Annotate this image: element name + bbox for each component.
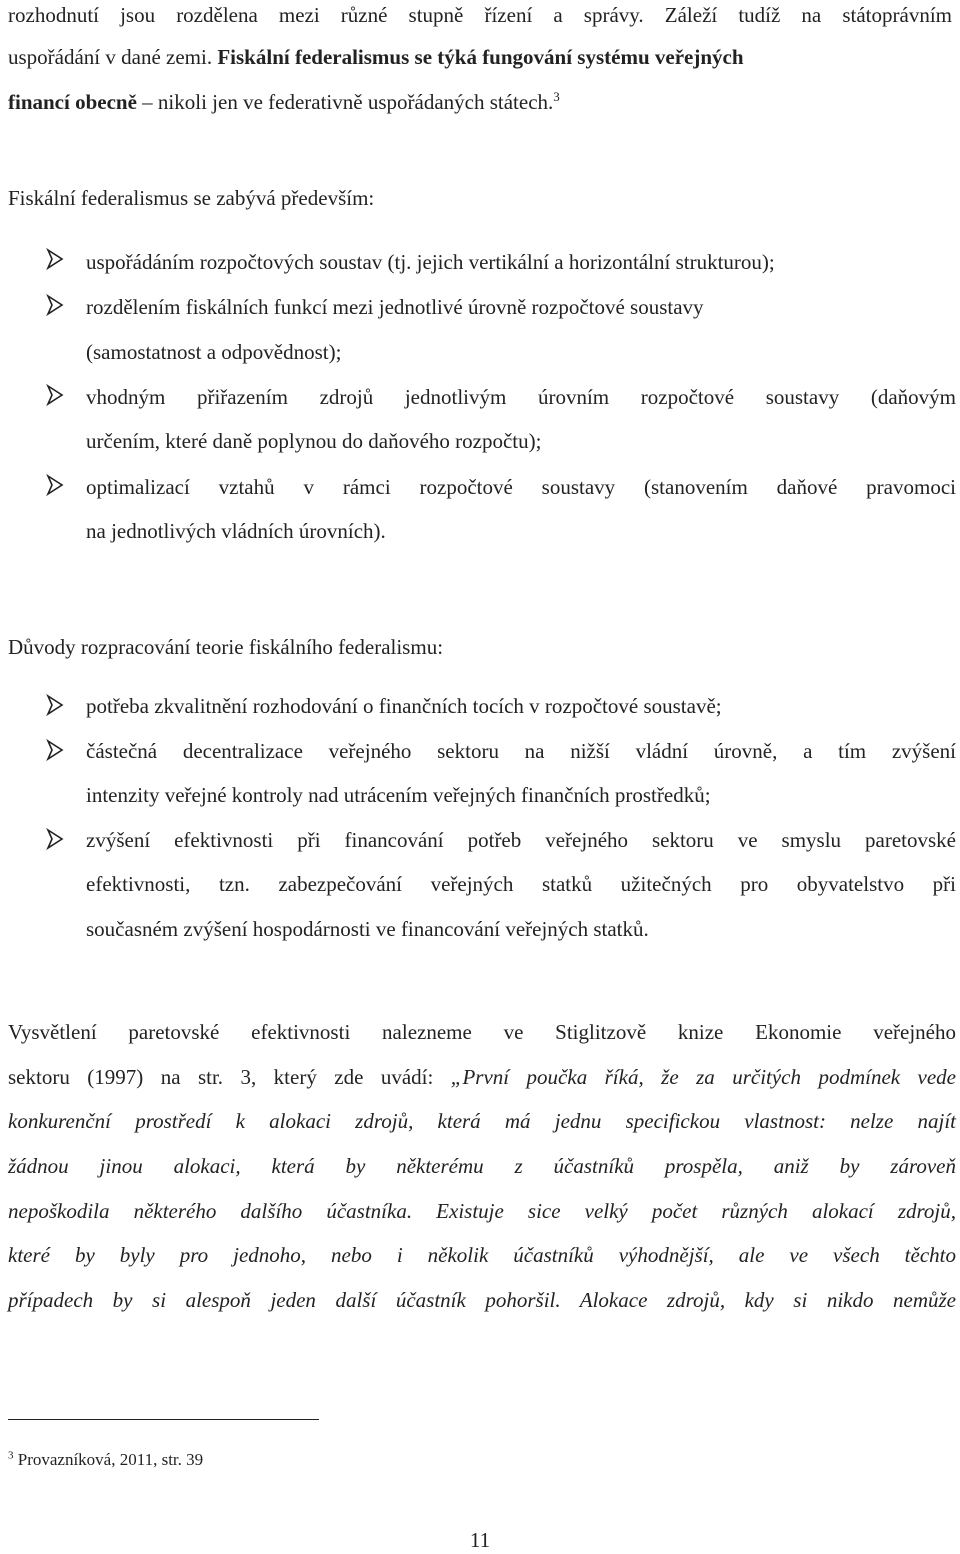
section1-bullet-2-line-1: rozdělením fiskálních funkcí mezi jednotlivé úrovně rozpočtové soustavy [86, 295, 704, 319]
section2-bullet-2-line-1: částečná decentralizace veřejného sektoru na nižší vládní úrovně, a tím zvýšení [86, 739, 956, 763]
section2-heading: Důvody rozpracování teorie fiskálního federalismu: [8, 635, 444, 659]
section1-bullet-2-line-2: (samostatnost a odpovědnost); [86, 340, 342, 364]
paragraph-bottom-line-7: případech by si alespoň jeden další účastník pohoršil. Alokace zdrojů, kdy si nikdo nemůže [8, 1288, 956, 1312]
paragraph-bottom-line-2-normal: sektoru (1997) na str. 3, který zde uvádí: [8, 1065, 451, 1089]
paragraph-top-line-2-bold: Fiskální federalismus se týká fungování systému veřejných [217, 45, 744, 69]
arrowhead-bullet-icon [46, 248, 64, 270]
arrowhead-bullet-icon [46, 474, 64, 496]
section2-bullet-1-line-1: potřeba zkvalitnění rozhodování o finančních tocích v rozpočtové soustavě; [86, 694, 722, 718]
paragraph-top-line-3-normal: – nikoli jen ve federativně uspořádaných státech. [136, 90, 554, 114]
paragraph-bottom-line-2 [8, 1062, 956, 1092]
section2-bullet-3-line-1: zvýšení efektivnosti při financování potřeb veřejného sektoru ve smyslu paretovské [86, 828, 956, 852]
section2-bullet-3-line-2: efektivnosti, tzn. zabezpečování veřejných statků užitečných pro obyvatelstvo při [86, 872, 956, 896]
section1-heading: Fiskální federalismus se zabývá především: [8, 186, 375, 210]
section1-bullet-4-line-2: na jednotlivých vládních úrovních). [86, 519, 386, 543]
arrowhead-bullet-icon [46, 739, 64, 761]
section2-bullet-2-line-2: intenzity veřejné kontroly nad utrácením veřejných finančních prostředků; [86, 783, 711, 807]
arrowhead-bullet-icon [46, 828, 64, 850]
paragraph-top-line-3-bold: financí obecně [8, 90, 137, 114]
section1-bullet-1-line-1: uspořádáním rozpočtových soustav (tj. jejich vertikální a horizontální strukturou); [86, 250, 775, 274]
page-number: 11 [469, 1528, 491, 1552]
paragraph-bottom-line-2-quote: „První poučka říká, že za určitých podmínek vede [450, 1065, 956, 1089]
paragraph-top-line-1: rozhodnutí jsou rozdělena mezi různé stupně řízení a správy. Záleží tudíž na státoprávním [8, 3, 952, 27]
arrowhead-bullet-icon [46, 694, 64, 716]
paragraph-top-line-2-normal: uspořádání v dané zemi. [8, 45, 218, 69]
arrowhead-bullet-icon [46, 294, 64, 316]
paragraph-bottom-line-1: Vysvětlení paretovské efektivnosti nalezneme ve Stiglitzově knize Ekonomie veřejného [8, 1020, 956, 1044]
paragraph-bottom-line-6: které by byly pro jednoho, nebo i několik účastníků výhodnější, ale ve všech těchto [8, 1243, 956, 1267]
footnote-text: Provazníková, 2011, str. 39 [17, 1450, 204, 1469]
footnote-separator [8, 1419, 319, 1420]
paragraph-bottom-line-4: žádnou jinou alokaci, která by některému z účastníků prospěla, aniž by zároveň [8, 1154, 956, 1178]
paragraph-top-line-2 [8, 42, 744, 72]
section1-bullet-3-line-2: určením, které daně poplynou do daňového rozpočtu); [86, 429, 542, 453]
footnote [8, 1445, 203, 1475]
paragraph-bottom-line-5: nepoškodila některého dalšího účastníka. Existuje sice velký počet různých alokací zdrojů, [8, 1199, 956, 1223]
paragraph-top-line-3 [8, 87, 560, 117]
paragraph-bottom-line-3: konkurenční prostředí k alokaci zdrojů, která má jednu specifickou vlastnost: nelze najít [8, 1109, 956, 1133]
section1-bullet-4-line-1: optimalizací vztahů v rámci rozpočtové soustavy (stanovením daňové pravomoci [86, 475, 956, 499]
section2-bullet-3-line-3: současném zvýšení hospodárnosti ve financování veřejných statků. [86, 917, 649, 941]
arrowhead-bullet-icon [46, 384, 64, 406]
footnote-reference: 3 [553, 89, 560, 104]
section1-bullet-3-line-1: vhodným přiřazením zdrojů jednotlivým úrovním rozpočtové soustavy (daňovým [86, 385, 956, 409]
footnote-number: 3 [8, 1449, 14, 1462]
